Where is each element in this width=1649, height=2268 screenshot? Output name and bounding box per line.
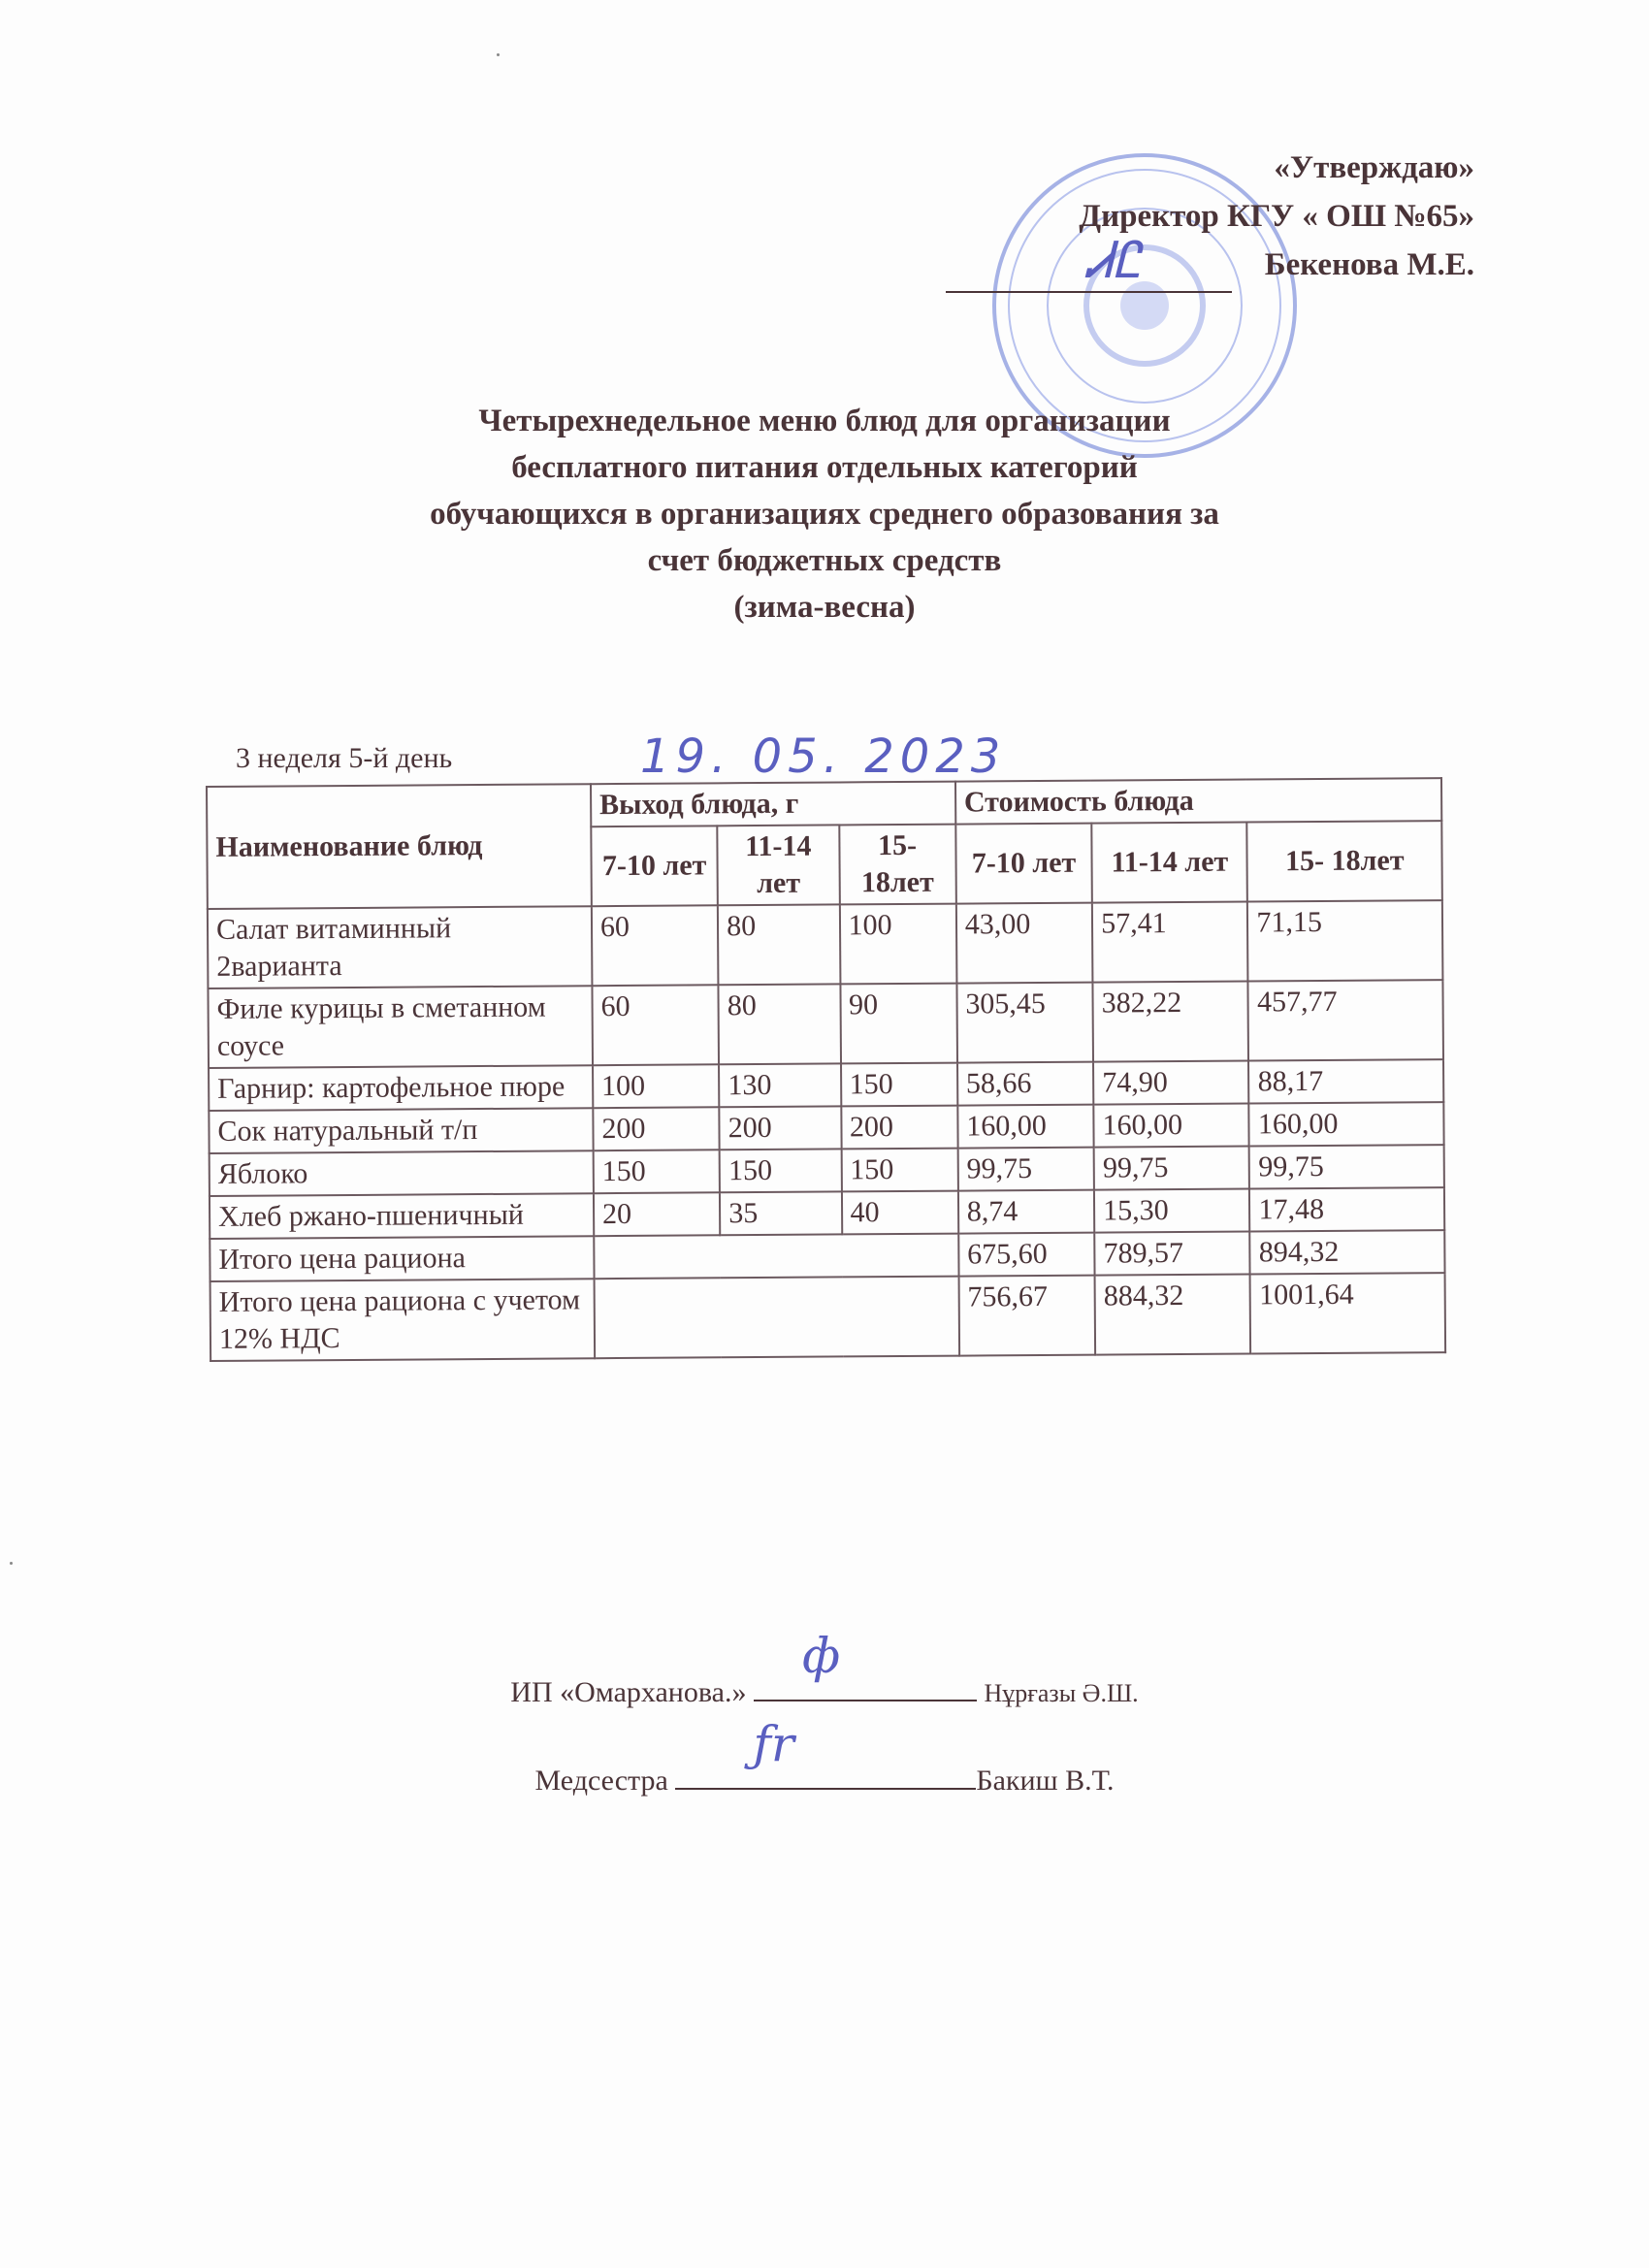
yield-7-10: 200 [593, 1107, 720, 1150]
title-line: обучающихся в организациях среднего образования за [430, 497, 1219, 532]
yield-15-18: 40 [841, 1191, 958, 1235]
supplier-label: ИП «Омарханова.» [510, 1676, 747, 1708]
cost-11-14: 160,00 [1093, 1103, 1249, 1147]
cost-15-18: 160,00 [1249, 1102, 1444, 1146]
total-cost-15-18: 894,32 [1250, 1230, 1445, 1274]
dish-name: Салат витаминный 2варианта [208, 906, 592, 988]
dish-name: Сок натуральный т/п [209, 1108, 593, 1153]
yield-11-14: 35 [720, 1191, 842, 1235]
nurse-name: Бакиш В.Т. [976, 1765, 1115, 1797]
yield-7-10: 60 [592, 905, 719, 986]
title-line: бесплатного питания отдельных категорий [511, 450, 1138, 485]
yield-11-14: 150 [720, 1149, 842, 1192]
document-title [340, 398, 1310, 631]
director-signature-line [946, 291, 1232, 293]
title-line: Четырехнедельное меню блюд для организации [478, 404, 1171, 438]
signatures-block [0, 1628, 1649, 1825]
total-empty [594, 1234, 958, 1280]
nurse-signature-line [675, 1716, 976, 1790]
header-cost: Стоимость блюда [955, 778, 1442, 824]
dish-name: Яблоко [210, 1150, 594, 1196]
cost-15-18: 457,77 [1248, 980, 1443, 1060]
cost-15-18: 17,48 [1249, 1187, 1444, 1231]
nurse-label: Медсестра [534, 1765, 668, 1797]
header-yield-7-10: 7-10 лет [591, 826, 718, 906]
total-vat-cost-7-10: 756,67 [958, 1276, 1095, 1356]
yield-11-14: 130 [719, 1063, 841, 1107]
table-row [208, 980, 1443, 1068]
cost-7-10: 99,75 [957, 1148, 1094, 1191]
week-day-label: 3 неделя 5-й день [236, 742, 453, 774]
yield-7-10: 100 [593, 1064, 720, 1108]
header-cost-11-14: 11-14 лет [1091, 823, 1247, 903]
approve-label: «Утверждаю» [1274, 150, 1474, 185]
yield-11-14: 80 [718, 904, 840, 985]
cost-7-10: 160,00 [957, 1105, 1094, 1149]
yield-15-18: 150 [841, 1149, 958, 1192]
handwritten-date: 19. 05. 2023 [640, 729, 1007, 784]
title-line: счет бюджетных средств [647, 543, 1002, 578]
cost-15-18: 88,17 [1248, 1059, 1443, 1103]
yield-11-14: 200 [720, 1106, 842, 1150]
scan-speck [10, 1562, 13, 1565]
table-row [208, 900, 1443, 988]
total-vat-empty [594, 1277, 958, 1359]
cost-11-14: 74,90 [1093, 1060, 1249, 1104]
director-signature: ᏗᏝ [1086, 234, 1142, 289]
cost-15-18: 99,75 [1249, 1145, 1444, 1188]
yield-15-18: 200 [841, 1106, 958, 1150]
yield-11-14: 80 [719, 984, 841, 1064]
total-vat-cost-15-18: 1001,64 [1250, 1273, 1445, 1353]
supplier-name: Нұрғазы Ә.Ш. [984, 1679, 1139, 1707]
cost-7-10: 43,00 [956, 903, 1093, 984]
total-cost-7-10: 675,60 [958, 1233, 1095, 1277]
header-yield-11-14: 11-14 лет [718, 825, 840, 905]
director-name: Бекенова М.Е. [1264, 247, 1474, 282]
total-vat-row [210, 1273, 1446, 1361]
header-dish-name: Наименование блюд [207, 784, 592, 909]
cost-7-10: 8,74 [958, 1190, 1095, 1234]
cost-15-18: 71,15 [1247, 900, 1442, 981]
header-cost-7-10: 7-10 лет [955, 824, 1092, 904]
total-vat-label: Итого цена рациона с учетом 12% НДС [210, 1279, 595, 1361]
supplier-signature: ф [801, 1628, 841, 1684]
dish-name: Хлеб ржано-пшеничный [210, 1193, 594, 1239]
total-cost-11-14: 789,57 [1094, 1231, 1250, 1275]
cost-7-10: 58,66 [957, 1062, 1094, 1106]
scan-speck [497, 53, 500, 56]
yield-15-18: 150 [841, 1063, 958, 1107]
title-line: (зима-весна) [733, 590, 916, 625]
total-vat-cost-11-14: 884,32 [1095, 1274, 1251, 1354]
header-cost-15-18: 15- 18лет [1247, 821, 1442, 901]
yield-15-18: 90 [840, 984, 957, 1064]
director-position: Директор КГУ « ОШ №65» [1079, 199, 1474, 234]
supplier-signature-line [754, 1628, 977, 1701]
total-label: Итого цена рациона [210, 1236, 594, 1281]
cost-11-14: 382,22 [1093, 982, 1249, 1062]
yield-15-18: 100 [839, 904, 956, 985]
cost-11-14: 99,75 [1094, 1146, 1250, 1189]
dish-name: Гарнир: картофельное пюре [209, 1065, 593, 1111]
cost-11-14: 57,41 [1092, 902, 1248, 983]
menu-table [206, 777, 1446, 1362]
header-yield-15-18: 15- 18лет [839, 825, 956, 905]
yield-7-10: 20 [594, 1192, 721, 1236]
cost-11-14: 15,30 [1094, 1188, 1250, 1232]
nurse-signature: ƒr [753, 1716, 794, 1772]
header-yield: Выход блюда, г [591, 782, 955, 827]
cost-7-10: 305,45 [956, 983, 1093, 1063]
dish-name: Филе курицы в сметанном соусе [208, 986, 592, 1068]
yield-7-10: 150 [594, 1150, 721, 1193]
yield-7-10: 60 [592, 985, 719, 1065]
nurse-signature-row [0, 1716, 1649, 1825]
supplier-signature-row [0, 1628, 1649, 1737]
